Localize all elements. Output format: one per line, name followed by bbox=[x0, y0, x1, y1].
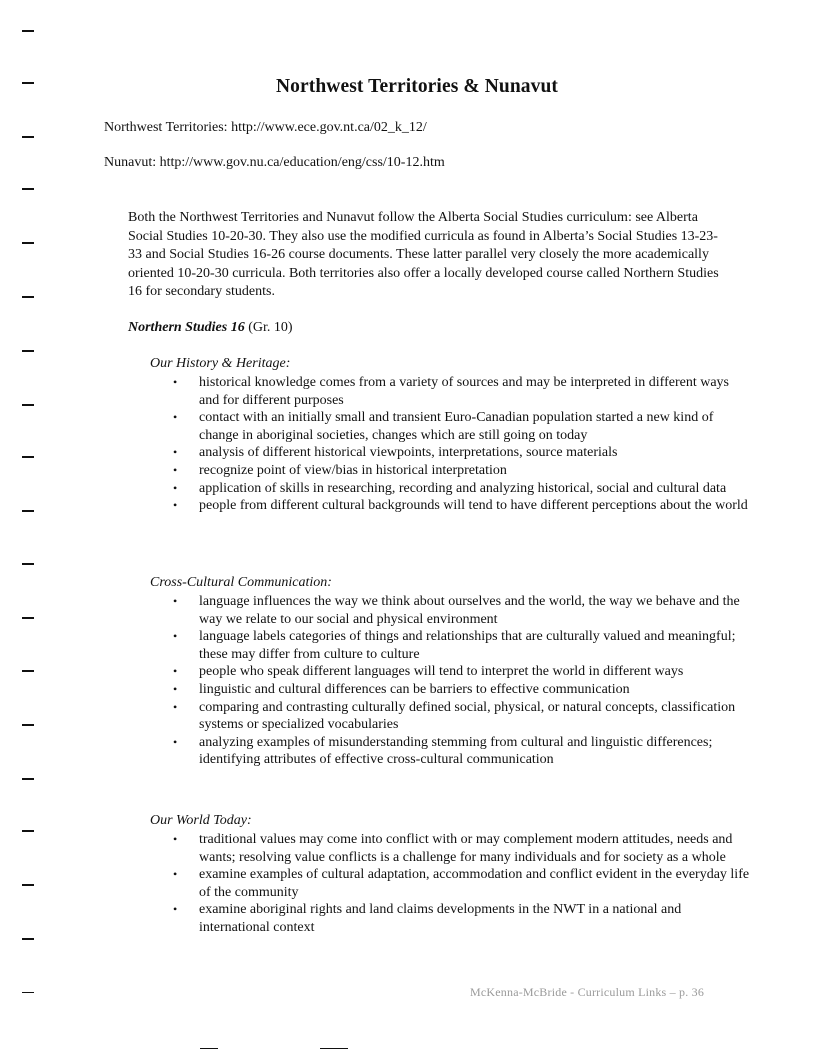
list-item-text: people who speak different languages will tend to interpret the world in different ways bbox=[199, 664, 684, 680]
list-item-text: analysis of different historical viewpoints, interpretations, source materials bbox=[199, 445, 618, 461]
list-item bbox=[150, 901, 750, 936]
scan-mark bbox=[22, 992, 34, 993]
list-item bbox=[150, 409, 750, 444]
bullet-icon: • bbox=[173, 681, 178, 696]
nwt-link-url[interactable]: http://www.ece.gov.nt.ca/02_k_12/ bbox=[231, 120, 427, 135]
list-item bbox=[150, 628, 750, 663]
scan-mark bbox=[22, 296, 34, 298]
scan-mark bbox=[22, 242, 34, 244]
list-item-text: language labels categories of things and relationships that are culturally valued and meaningful; these may differ from culture to culture bbox=[199, 629, 736, 662]
bullet-list bbox=[150, 831, 750, 937]
list-item-text: comparing and contrasting culturally defined social, physical, or natural concepts, classification systems or specialized vocabularies bbox=[199, 699, 736, 733]
scan-mark bbox=[22, 830, 34, 832]
binder-marks bbox=[0, 0, 40, 1056]
scan-mark bbox=[22, 563, 34, 565]
scan-mark bbox=[22, 188, 34, 190]
list-item-text: historical knowledge comes from a variety of sources and may be interpreted in different ways and for different purposes bbox=[199, 375, 730, 408]
scan-mark bbox=[200, 1048, 218, 1049]
scan-mark bbox=[22, 884, 34, 886]
nwt-link-line bbox=[104, 120, 427, 136]
scan-mark bbox=[22, 510, 34, 512]
list-item-text: application of skills in researching, recording and analyzing historical, social and cultural data bbox=[199, 480, 727, 496]
section-title: Cross-Cultural Communication: bbox=[150, 575, 332, 590]
list-item-text: contact with an initially small and transient Euro-Canadian population started a new kind of change in aboriginal societies, changes which are still going on today bbox=[199, 410, 714, 443]
scan-mark bbox=[22, 30, 34, 32]
list-item-text: examine examples of cultural adaptation, accommodation and conflict evident in the everyday life of the community bbox=[199, 867, 750, 900]
bullet-icon: • bbox=[173, 445, 178, 460]
bullet-icon: • bbox=[173, 699, 178, 714]
list-item bbox=[150, 866, 750, 901]
nunavut-link-label: Nunavut: bbox=[104, 155, 157, 170]
list-item-text: linguistic and cultural differences can be barriers to effective communication bbox=[199, 681, 630, 697]
scan-mark bbox=[22, 724, 34, 726]
bullet-icon: • bbox=[173, 867, 178, 882]
scan-mark bbox=[22, 670, 34, 672]
bullet-icon: • bbox=[173, 629, 178, 644]
bullet-list bbox=[150, 374, 750, 515]
scan-mark bbox=[22, 404, 34, 406]
bullet-icon: • bbox=[173, 594, 178, 608]
list-item bbox=[150, 593, 750, 628]
list-item-text: traditional values may come into conflict with or may complement modern attitudes, needs and wants; resolving value conflicts is a challenge for many individuals and for society as a whole bbox=[199, 832, 733, 865]
bullet-icon: • bbox=[173, 375, 178, 389]
bullet-icon: • bbox=[173, 832, 178, 846]
section-title: Our World Today: bbox=[150, 813, 252, 828]
nwt-link-label: Northwest Territories: bbox=[104, 120, 228, 135]
scan-mark bbox=[22, 350, 34, 352]
list-item bbox=[150, 497, 750, 515]
list-item-text: analyzing examples of misunderstanding stemming from cultural and linguistic differences; identifying attributes of effective cross-cultural communication bbox=[199, 734, 713, 768]
list-item bbox=[150, 681, 750, 699]
nunavut-link-line bbox=[104, 155, 445, 171]
list-item bbox=[150, 699, 750, 734]
scan-mark bbox=[22, 617, 34, 619]
list-item bbox=[150, 734, 750, 769]
bullet-icon: • bbox=[173, 498, 178, 513]
course-name: Northern Studies 16 bbox=[128, 320, 245, 335]
scan-mark bbox=[22, 938, 34, 940]
page-footer: McKenna-McBride - Curriculum Links – p. 36 bbox=[470, 985, 705, 999]
bullet-icon: • bbox=[173, 410, 178, 425]
bullet-icon: • bbox=[173, 480, 178, 495]
list-item bbox=[150, 831, 750, 866]
scan-mark bbox=[320, 1048, 348, 1049]
scan-mark bbox=[22, 778, 34, 780]
section-title: Our History & Heritage: bbox=[150, 356, 291, 371]
list-item-text: examine aboriginal rights and land claims developments in the NWT in a national and international context bbox=[199, 902, 682, 935]
bullet-icon: • bbox=[173, 902, 178, 917]
list-item bbox=[150, 480, 750, 498]
section-our-world-today bbox=[150, 812, 750, 937]
section-history-heritage bbox=[150, 355, 750, 515]
list-item-text: people from different cultural backgrounds will tend to have different perceptions about the world bbox=[199, 498, 748, 514]
bullet-icon: • bbox=[173, 664, 178, 679]
list-item bbox=[150, 462, 750, 480]
list-item bbox=[150, 663, 750, 681]
list-item bbox=[150, 444, 750, 462]
bullet-icon: • bbox=[173, 734, 178, 749]
bullet-icon: • bbox=[173, 462, 178, 477]
scan-mark bbox=[22, 456, 34, 458]
list-item-text: recognize point of view/bias in historical interpretation bbox=[199, 462, 507, 478]
intro-paragraph: Both the Northwest Territories and Nunavut follow the Alberta Social Studies curriculum: see Alberta Social Studies 10-20-30. They also use the modified curricula as found in Alberta’s Social Studies 13-23-33 and Social Studies 16-26 course documents. These latter parallel very closely the more academically oriented 10-20-30 curricula. Both territories also offer a locally developed course called Northern Studies 16 for secondary students. bbox=[128, 210, 719, 300]
page-title: Northwest Territories & Nunavut bbox=[275, 76, 559, 97]
course-heading bbox=[128, 320, 293, 336]
list-item-text: language influences the way we think about ourselves and the world, the way we behave and the way we relate to our social and physical environment bbox=[199, 594, 740, 627]
section-cross-cultural-communication bbox=[150, 574, 750, 769]
scan-mark bbox=[22, 136, 34, 138]
nunavut-link-url[interactable]: http://www.gov.nu.ca/education/eng/css/10-12.htm bbox=[159, 155, 445, 170]
bullet-list bbox=[150, 593, 750, 769]
list-item bbox=[150, 374, 750, 409]
course-grade: (Gr. 10) bbox=[248, 320, 293, 335]
